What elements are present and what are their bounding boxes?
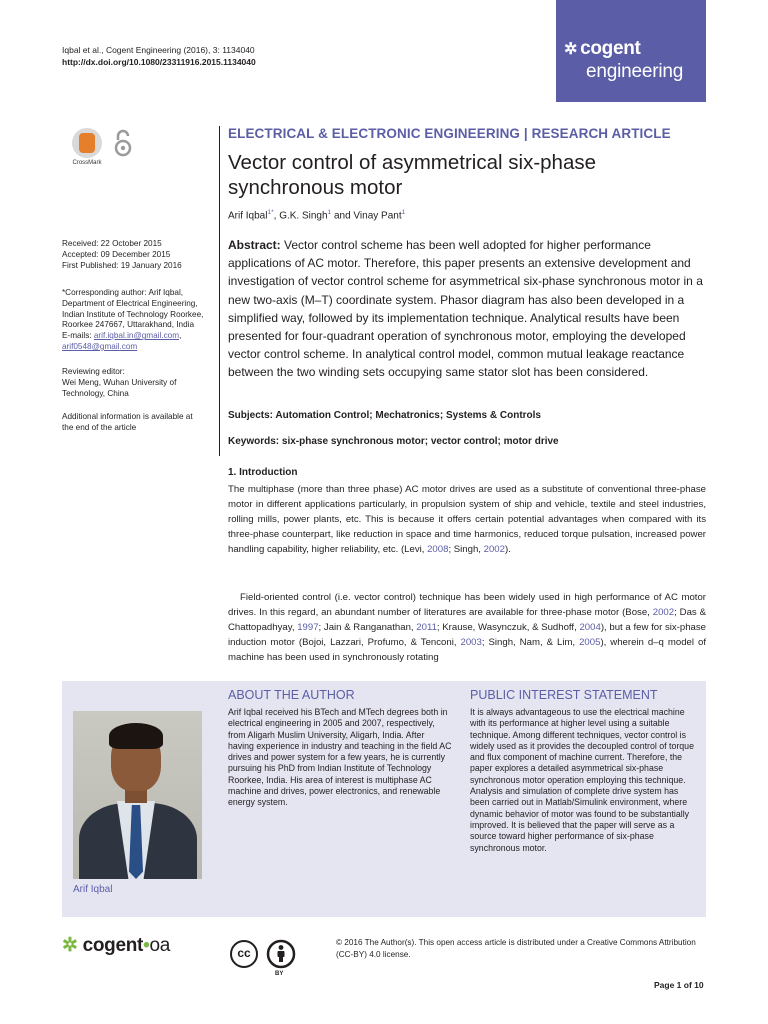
email-separator: , — [179, 331, 182, 341]
attribution-icon[interactable] — [266, 939, 296, 969]
section-heading: ELECTRICAL & ELECTRONIC ENGINEERING | RESEARCH ARTICLE — [228, 126, 671, 141]
subjects: Subjects: Automation Control; Mechatronics; Systems & Controls — [228, 410, 541, 421]
citation-link[interactable]: 2002 — [652, 607, 675, 619]
public-interest-text: It is always advantageous to use the electrical machine with its performance at higher level using a suitable technique. Among different techniques, vector control is widely used as it provides the decoupled control of torque and flux component of machine current. Therefore, the paper explores a detailed asymmetrical six-phase synchronous motor operation employing this technique. Analysis and simulation of complete drive system has been carried out in Matlab/Simulink environment, where dynamic behavior of motor was found to be substantially improved. It is believed that the paper will serve as a source toward higher performance of six-phase synchronous motor. — [470, 707, 694, 853]
keywords: Keywords: six-phase synchronous motor; vector control; motor drive — [228, 436, 559, 447]
reviewing-editor — [62, 367, 212, 399]
corr-line: Indian Institute of Technology Roorkee, — [62, 309, 204, 319]
brand-top — [564, 38, 641, 61]
editor-label: Reviewing editor: — [62, 367, 125, 376]
citation-link[interactable]: 2011 — [416, 622, 437, 634]
journal-brand[interactable] — [556, 0, 706, 102]
cogent-oa-logo[interactable] — [62, 934, 170, 957]
author-name[interactable]: Vinay Pant — [353, 210, 402, 222]
column-divider — [219, 126, 220, 456]
editor-line: Technology, China — [62, 388, 129, 398]
citation-line: Iqbal et al., Cogent Engineering (2016), 3: 1134040 — [62, 45, 255, 55]
photo-caption: Arif Iqbal — [73, 884, 113, 895]
publication-dates — [62, 239, 212, 271]
citation-header — [62, 44, 256, 68]
author-affiliation: 1 — [327, 209, 332, 216]
text-run: ). — [504, 544, 511, 556]
editor-line: Wei Meng, Wuhan University of — [62, 377, 177, 387]
author-photo — [73, 711, 202, 879]
citation-link[interactable]: 2004 — [579, 622, 601, 634]
text-run: ; Krause, Wasynczuk, & Sudhoff, — [436, 622, 580, 634]
author-name[interactable]: G.K. Singh — [279, 210, 328, 222]
author-affiliation: 1* — [267, 209, 274, 216]
doi-link[interactable]: http://dx.doi.org/10.1080/23311916.2015.1134040 — [62, 57, 256, 67]
emails-label: E-mails: — [62, 331, 94, 341]
text-run: ; Singh, — [448, 544, 484, 556]
citation-link[interactable]: 2002 — [483, 544, 505, 556]
text-run: ; Singh, Nam, & Lim, — [481, 637, 580, 649]
received-date: Received: 22 October 2015 — [62, 239, 162, 248]
corresponding-author — [62, 288, 212, 353]
intro-paragraph-2 — [228, 590, 706, 665]
accepted-date: Accepted: 09 December 2015 — [62, 249, 171, 259]
corr-line: Department of Electrical Engineering, — [62, 298, 198, 308]
brand-bottom: engineering — [586, 61, 684, 82]
intro-heading: 1. Introduction — [228, 467, 298, 478]
about-author-heading: ABOUT THE AUTHOR — [228, 688, 355, 702]
published-date: First Published: 19 January 2016 — [62, 260, 182, 270]
email-link[interactable]: arif0548@gmail.com — [62, 341, 138, 351]
crossmark-icon — [72, 128, 102, 158]
corr-line: Roorkee 247667, Uttarakhand, India — [62, 320, 194, 330]
open-access-icon — [112, 128, 134, 158]
text-run: ; Jain & Ranganathan, — [318, 622, 417, 634]
crossmark-badge[interactable] — [68, 128, 106, 168]
text-run: Field-oriented control (i.e. vector control) technique has been widely used in high performance of AC motor drives. In this regard, an abundant number of literatures are available for three-phase motor (Bose, — [228, 592, 706, 619]
abstract-text: Vector control scheme has been well adopted for higher performance applications of AC motor. Therefore, this paper presents an extensive development and investigation of vector control scheme for asymmetrical six-phase synchronous motor in a new two-axis (M–T) coordinate system. Phasor diagram has also been developed in a simplified way, followed by its implementation technique. Analytical results have been presented for four-quadrant operation of synchronous motor, employing the developed vector control scheme. In analytical control model, common mutual leakage reactance between the two winding sets occupying same stator slot has been considered. — [228, 238, 703, 380]
about-author-text: Arif Iqbal received his BTech and MTech degrees both in electrical engineering in 2005 and 2007, respectively, from Aligarh Muslim University, Aligarh, India. After having experience in industry and teaching in the field AC drives and power system for a few years, he is currently pursuing his PhD from Indian Institute of Technology Roorkee, India. His area of interest is multiphase AC machine and drives, power electronics, and renewable energy system. — [228, 707, 452, 808]
corr-line: *Corresponding author: Arif Iqbal, — [62, 288, 184, 297]
email-link[interactable]: arif.iqbal.in@gmail.com — [93, 331, 180, 341]
abstract-label: Abstract: — [228, 238, 281, 252]
text-run: ; Das & Chattopadhyay, — [228, 607, 706, 634]
text-run: The multiphase (more than three phase) AC motor drives are used as a substitute of conventional three-phase motor in different applications particularly, in propulsion system of ship and vehicle, textile and steel industries, rolling mills, power plants, etc. This is because it offers certain potential advantages when compared with its three-phase counterpart, like reduction in space and time harmonics, reduced torque pulsation, increased power handling capability, higher reliability, etc. (Levi, — [228, 484, 706, 556]
citation-link[interactable]: 1997 — [297, 622, 319, 634]
license-text: © 2016 The Author(s). This open access article is distributed under a Creative Commons Attribution (CC-BY) 4.0 license. — [336, 938, 696, 959]
text-run: ), but a few for six-phase induction motor (Bojoi, Lazzari, Profumo, & Tenconi, — [228, 622, 707, 649]
cc-icon[interactable]: cc — [230, 940, 258, 968]
logo-separator: • — [143, 935, 150, 956]
by-label: BY — [275, 971, 284, 977]
emails — [62, 331, 212, 342]
author-list — [228, 209, 405, 221]
abstract — [228, 236, 706, 382]
author-affiliation: 1 — [401, 209, 406, 216]
additional-line: the end of the article — [62, 422, 137, 432]
brand-top-label: cogent — [580, 38, 641, 59]
crossmark-label: CrossMark — [72, 160, 102, 166]
logo-main: cogent — [82, 935, 144, 956]
author-separator: and — [331, 210, 354, 222]
intro-paragraph-1 — [228, 482, 706, 557]
article-title: Vector control of asymmetrical six-phase synchronous motor — [228, 151, 596, 199]
text-run: ), wherein d–q model of machine has been used in synchronously rotating — [228, 637, 706, 664]
citation-link[interactable]: 2003 — [460, 637, 482, 649]
additional-line: Additional information is available at — [62, 412, 193, 421]
citation-link[interactable]: 2005 — [579, 637, 601, 649]
logo-oa: oa — [149, 935, 170, 956]
spark-icon: ✲ — [62, 935, 78, 956]
author-separator: , — [273, 210, 280, 222]
page-number: Page 1 of 10 — [654, 980, 704, 990]
public-interest-heading: PUBLIC INTEREST STATEMENT — [470, 688, 658, 702]
citation-link[interactable]: 2008 — [427, 544, 449, 556]
spark-icon: ✲ — [564, 41, 578, 58]
additional-info — [62, 412, 212, 434]
author-name[interactable]: Arif Iqbal — [228, 210, 268, 222]
